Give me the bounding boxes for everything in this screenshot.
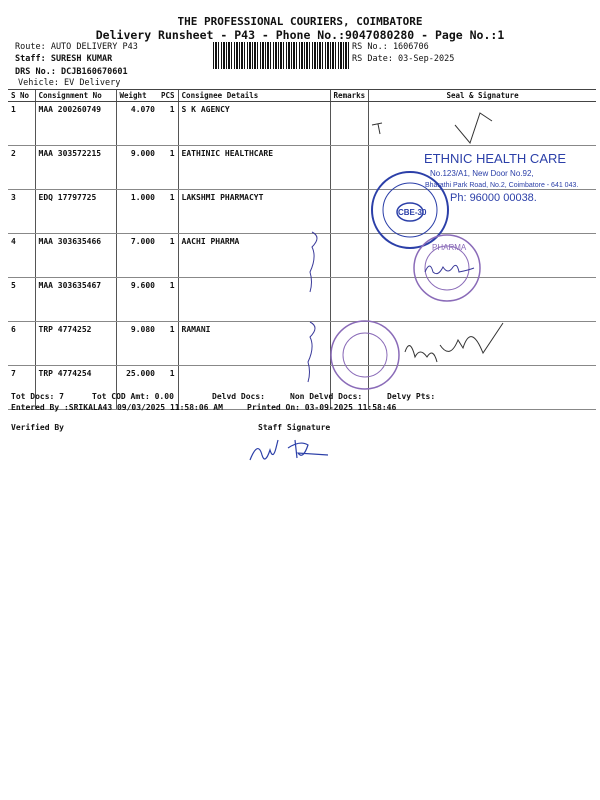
- vehicle: Vehicle: EV Delivery: [18, 78, 121, 88]
- cell-weight: 7.000: [116, 234, 158, 278]
- cell-sno: 4: [8, 234, 35, 278]
- cell-sno: 7: [8, 366, 35, 410]
- cell-remarks: [330, 322, 369, 366]
- rs-number: RS No.: 1606706: [352, 42, 429, 52]
- route: Route: AUTO DELIVERY P43: [15, 42, 138, 52]
- cell-seal: [369, 234, 596, 278]
- cell-sno: 3: [8, 190, 35, 234]
- staff-signature-mark: [250, 440, 328, 460]
- company-title: THE PROFESSIONAL COURIERS, COIMBATORE: [177, 15, 423, 28]
- cell-consignee: RAMANI: [178, 322, 330, 366]
- cell-consignment: MAA 303572215: [35, 146, 116, 190]
- barcode: [213, 42, 350, 69]
- cell-consignee: AACHI PHARMA: [178, 234, 330, 278]
- ethnic-addr1: No.123/A1, New Door No.92,: [430, 169, 534, 178]
- cell-sno: 2: [8, 146, 35, 190]
- cell-weight: 9.080: [116, 322, 158, 366]
- cell-consignee: [178, 278, 330, 322]
- non-delvd-docs: Non Delvd Docs:: [290, 392, 363, 401]
- cell-weight: 1.000: [116, 190, 158, 234]
- tot-docs: Tot Docs: 7: [11, 392, 64, 401]
- cell-seal: [369, 278, 596, 322]
- cell-weight: 4.070: [116, 102, 158, 146]
- printed-on: Printed On: 03-09-2025 11:58:46: [247, 403, 397, 412]
- cell-seal: [369, 366, 596, 410]
- col-consignment: Consignment No: [35, 90, 116, 102]
- lakshmi-center: CBE-30: [398, 208, 427, 217]
- col-weight: Weight: [116, 90, 158, 102]
- staff-signature-label: Staff Signature: [258, 423, 331, 432]
- col-sno: S No: [8, 90, 35, 102]
- cell-seal: [369, 322, 596, 366]
- table-row: [8, 322, 596, 366]
- cell-consignee: LAKSHMI PHARMACYT: [178, 190, 330, 234]
- cell-pcs: 1: [158, 102, 178, 146]
- table-row: [8, 190, 596, 234]
- cell-seal: [369, 146, 596, 190]
- cell-seal: [369, 190, 596, 234]
- ethnic-name: ETHNIC HEALTH CARE: [424, 151, 567, 166]
- runsheet-title: Delivery Runsheet - P43 - Phone No.:9047080280 - Page No.:1: [95, 28, 505, 42]
- delvy-pts: Delvy Pts:: [387, 392, 436, 401]
- verified-by: Verified By: [11, 423, 64, 432]
- table-row: [8, 278, 596, 322]
- table-header: [8, 90, 596, 102]
- cell-consignment: MAA 303635466: [35, 234, 116, 278]
- cell-consignment: MAA 303635467: [35, 278, 116, 322]
- table-row: [8, 102, 596, 146]
- cell-consignment: TRP 4774252: [35, 322, 116, 366]
- cell-remarks: [330, 234, 369, 278]
- cell-remarks: [330, 278, 369, 322]
- cell-pcs: 1: [158, 278, 178, 322]
- cell-pcs: 1: [158, 146, 178, 190]
- cell-consignment: MAA 200260749: [35, 102, 116, 146]
- cell-weight: 9.600: [116, 278, 158, 322]
- tot-cod-amt: Tot COD Amt: 0.00: [92, 392, 174, 401]
- staff: Staff: SURESH KUMAR: [15, 54, 113, 64]
- col-seal: Seal & Signature: [369, 90, 596, 102]
- cell-remarks: [330, 190, 369, 234]
- runsheet-table: [8, 89, 596, 410]
- col-pcs: PCS: [158, 90, 178, 102]
- table-row: [8, 146, 596, 190]
- cell-consignee: EATHINIC HEALTHCARE: [178, 146, 330, 190]
- cell-sno: 6: [8, 322, 35, 366]
- cell-seal: [369, 102, 596, 146]
- svg-text:PHARMA: PHARMA: [432, 243, 467, 252]
- ethnic-addr2: Bharathi Park Road, No.2, Coimbatore - 641 043.: [425, 182, 579, 189]
- cell-pcs: 1: [158, 190, 178, 234]
- drs-number: DRS No.: DCJB160670601: [15, 67, 128, 77]
- cell-pcs: 1: [158, 366, 178, 410]
- cell-remarks: [330, 146, 369, 190]
- cell-consignment: EDQ 17797725: [35, 190, 116, 234]
- rs-date: RS Date: 03-Sep-2025: [352, 54, 455, 64]
- cell-weight: 9.000: [116, 146, 158, 190]
- table-row: [8, 234, 596, 278]
- cell-sno: 1: [8, 102, 35, 146]
- cell-weight: 25.000: [116, 366, 158, 410]
- cell-pcs: 1: [158, 322, 178, 366]
- ethnic-phone: Ph: 96000 00038.: [450, 192, 537, 204]
- delvd-docs: Delvd Docs:: [212, 392, 265, 401]
- cell-sno: 5: [8, 278, 35, 322]
- cell-remarks: [330, 102, 369, 146]
- cell-consignee: S K AGENCY: [178, 102, 330, 146]
- col-remarks: Remarks: [330, 90, 369, 102]
- cell-pcs: 1: [158, 234, 178, 278]
- cell-consignment: TRP 4774254: [35, 366, 116, 410]
- entered-by: Entered By :SRIKALA43 09/03/2025 11:58:06 AM: [11, 403, 223, 412]
- col-consignee: Consignee Details: [178, 90, 330, 102]
